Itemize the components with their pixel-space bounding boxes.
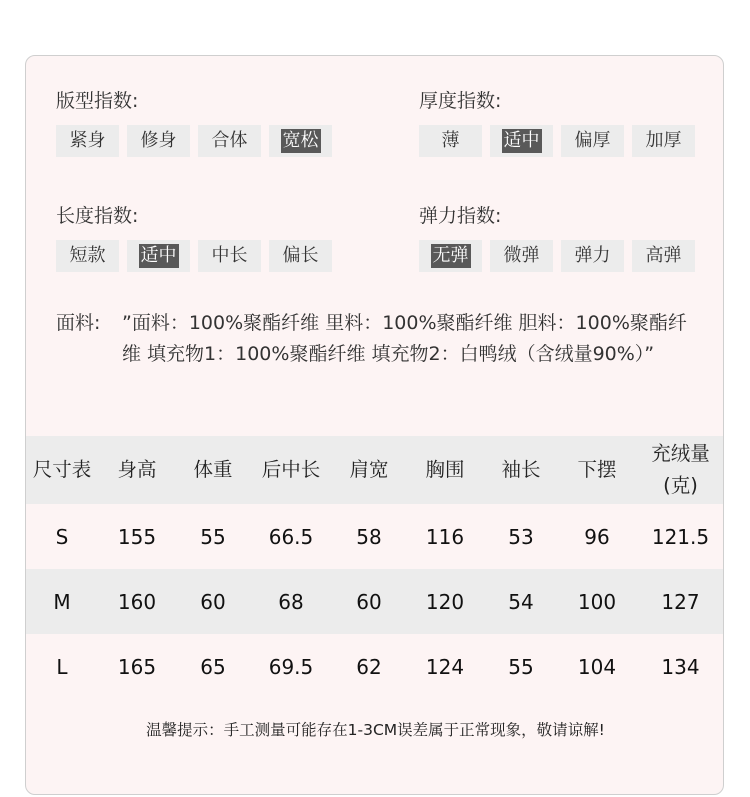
- fit-index-label: 版型指数:: [56, 90, 139, 112]
- thickness-index-group: [419, 89, 682, 157]
- header-sleeve: 袖长: [501, 458, 541, 481]
- down-fill-cell: 127: [661, 589, 700, 614]
- length-index-group: [56, 204, 319, 272]
- table-row: [26, 634, 724, 699]
- elasticity-index-options: [419, 240, 682, 272]
- table-row: [26, 504, 724, 569]
- size-cell: L: [56, 654, 68, 679]
- hem-cell: 104: [577, 654, 617, 679]
- header-hem: 下摆: [577, 458, 617, 481]
- shoulder-cell: 60: [356, 589, 382, 614]
- back-length-cell: 68: [278, 589, 304, 614]
- chest-cell: 116: [425, 524, 465, 549]
- elasticity-option-high: 高弹: [632, 240, 695, 272]
- height-cell: 160: [117, 589, 157, 614]
- chest-cell: 124: [425, 654, 465, 679]
- sleeve-cell: 53: [508, 524, 534, 549]
- length-index-options: [56, 240, 319, 272]
- shoulder-cell: 58: [356, 524, 382, 549]
- thickness-index-options: [419, 125, 682, 157]
- sleeve-cell: 55: [508, 654, 534, 679]
- elasticity-option-stretch: 弹力: [561, 240, 624, 272]
- fit-index-group: [56, 89, 319, 157]
- thickness-index-label: 厚度指数:: [419, 90, 502, 112]
- shoulder-cell: 62: [356, 654, 382, 679]
- weight-cell: 65: [200, 654, 226, 679]
- thickness-option-thin: 薄: [419, 125, 482, 157]
- header-height: 身高: [117, 458, 157, 481]
- hem-cell: 96: [584, 524, 610, 549]
- table-row: [26, 569, 724, 634]
- thickness-option-thick: 偏厚: [561, 125, 624, 157]
- header-size: 尺寸表: [32, 458, 92, 481]
- weight-cell: 60: [200, 589, 226, 614]
- product-info-card: [25, 55, 724, 795]
- down-fill-cell: 134: [661, 654, 700, 679]
- thickness-option-medium: 适中: [490, 125, 553, 157]
- sleeve-cell: 54: [508, 589, 534, 614]
- down-fill-cell: 121.5: [651, 524, 710, 549]
- fabric-text: ”面料：100%聚酯纤维 里料：100%聚酯纤维 胆料：100%聚酯纤维 填充物1：100%聚酯纤维 填充物2：白鸭绒（含绒量90%）”: [122, 312, 687, 365]
- fabric-label: 面料:: [56, 312, 101, 334]
- header-back-length: 后中长: [261, 458, 321, 481]
- back-length-cell: 69.5: [268, 654, 314, 679]
- size-table-header: [26, 436, 724, 504]
- thickness-option-extra-thick: 加厚: [632, 125, 695, 157]
- elasticity-index-label: 弹力指数:: [419, 205, 502, 227]
- fit-option-regular: 合体: [198, 125, 261, 157]
- length-option-long: 偏长: [269, 240, 332, 272]
- fit-option-tight: 紧身: [56, 125, 119, 157]
- header-chest: 胸围: [425, 458, 465, 481]
- elasticity-option-none: 无弹: [419, 240, 482, 272]
- elasticity-option-slight: 微弹: [490, 240, 553, 272]
- header-weight: 体重: [193, 458, 233, 481]
- fit-index-options: [56, 125, 319, 157]
- length-index-label: 长度指数:: [56, 205, 139, 227]
- height-cell: 155: [117, 524, 157, 549]
- elasticity-index-group: [419, 204, 682, 272]
- fabric-section: [56, 308, 696, 370]
- length-option-mid-long: 中长: [198, 240, 261, 272]
- height-cell: 165: [117, 654, 157, 679]
- length-option-medium: 适中: [127, 240, 190, 272]
- measurement-tip: 温馨提示：手工测量可能存在1-3CM误差属于正常现象，敬请谅解!: [146, 721, 605, 739]
- header-shoulder: 肩宽: [349, 458, 389, 481]
- hem-cell: 100: [577, 589, 617, 614]
- length-option-short: 短款: [56, 240, 119, 272]
- back-length-cell: 66.5: [268, 524, 314, 549]
- size-table: [26, 436, 724, 699]
- size-cell: M: [53, 589, 71, 614]
- fit-option-loose: 宽松: [269, 125, 332, 157]
- header-down-fill: 充绒量 (克): [651, 442, 710, 497]
- weight-cell: 55: [200, 524, 226, 549]
- chest-cell: 120: [425, 589, 465, 614]
- size-cell: S: [55, 524, 69, 549]
- fit-option-slim: 修身: [127, 125, 190, 157]
